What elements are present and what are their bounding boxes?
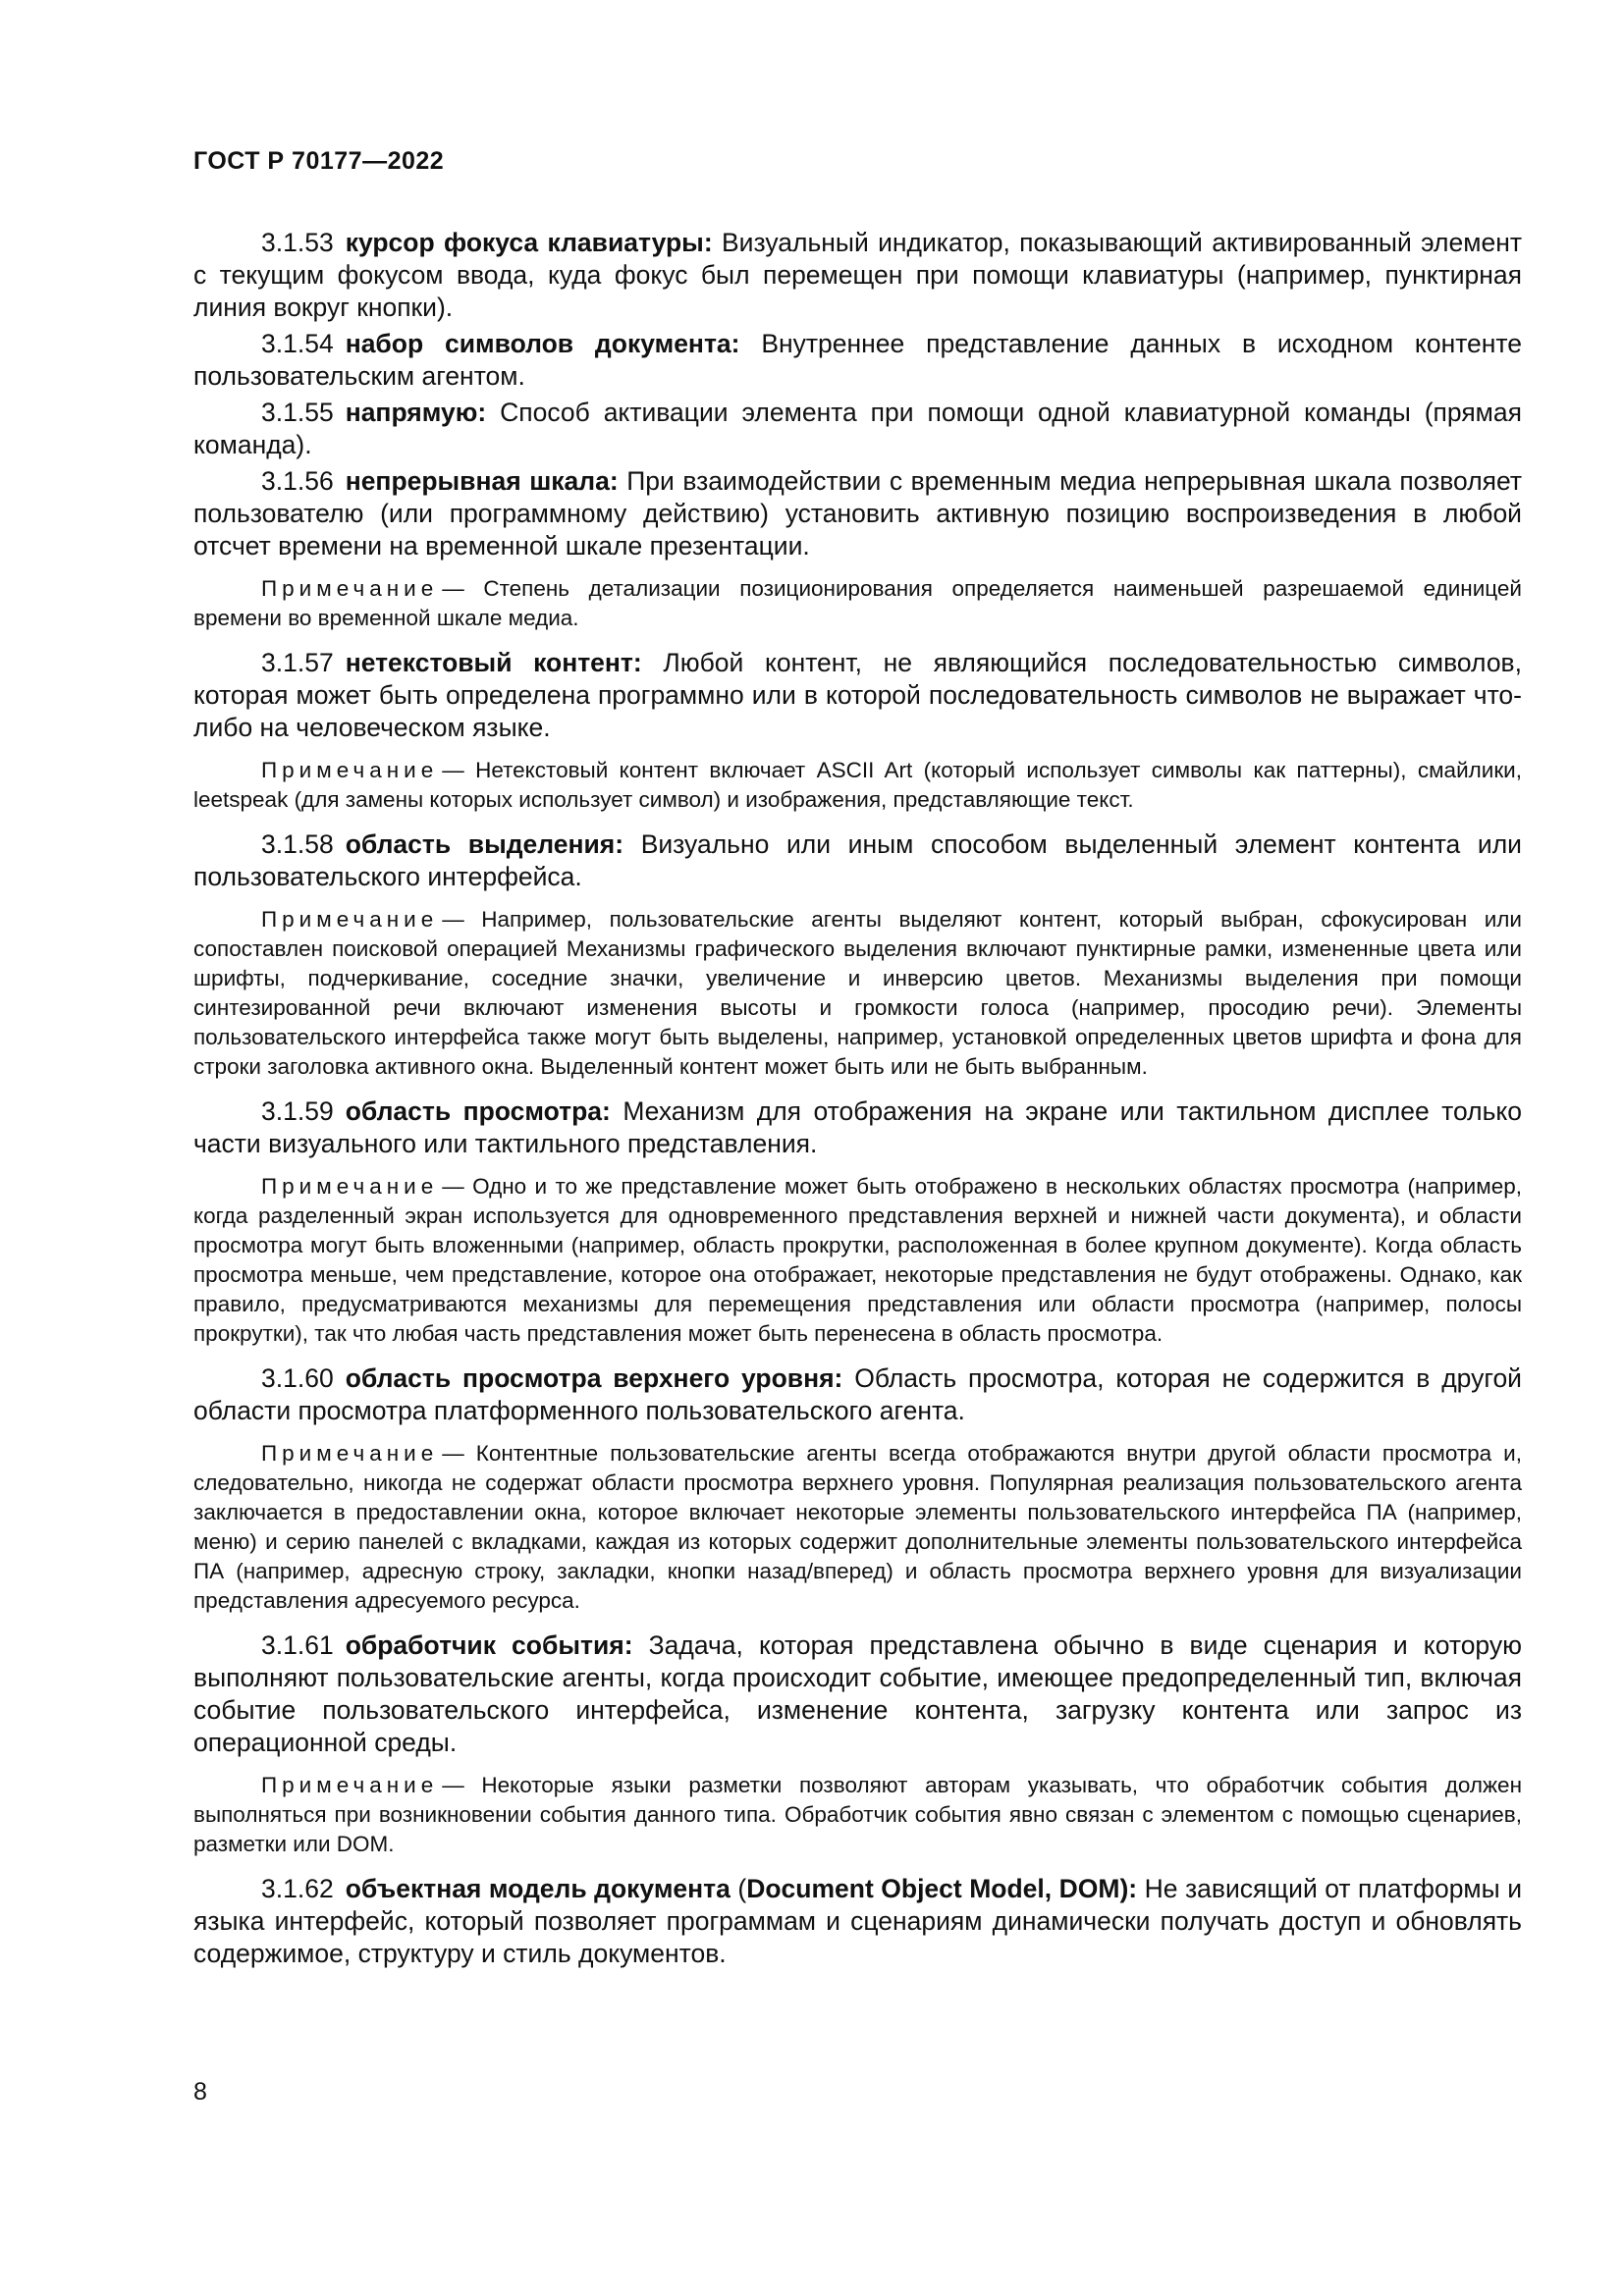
term-entry-3-1-54 bbox=[193, 328, 1522, 393]
term-title: непрерывная шкала: bbox=[345, 466, 619, 496]
term-entry-3-1-57 bbox=[193, 647, 1522, 744]
term-number: 3.1.55 bbox=[261, 398, 334, 427]
note-label: Примечание bbox=[261, 758, 439, 782]
term-title: область просмотра: bbox=[345, 1096, 611, 1126]
note-3-1-60 bbox=[193, 1439, 1522, 1616]
term-entry-3-1-58 bbox=[193, 828, 1522, 893]
term-definition: Задача, которая представлена обычно в виде сценария и которую выполняют пользовательские агенты, когда происходит событие, имеющее предопределенный тип, включая событие пользовательского интерфейса, изменение контента, загрузку контента или запрос из операционной среды. bbox=[193, 1630, 1523, 1757]
note-3-1-59 bbox=[193, 1172, 1522, 1349]
note-3-1-61 bbox=[193, 1771, 1522, 1859]
term-entry-3-1-55 bbox=[193, 397, 1522, 461]
term-definition: При взаимодействии с временным медиа непрерывная шкала позволяет пользователю (или программному действию) установить активную позицию воспроизведения в любой отсчет времени на временной шкале презентации. bbox=[193, 466, 1523, 561]
note-label: Примечание bbox=[261, 1773, 439, 1797]
note-label: Примечание bbox=[261, 576, 439, 601]
term-definition: Визуально или иным способом выделенный элемент контента или пользовательского интерфейса. bbox=[193, 829, 1522, 891]
term-entry-3-1-56 bbox=[193, 465, 1522, 562]
term-number: 3.1.59 bbox=[261, 1096, 334, 1126]
term-number: 3.1.61 bbox=[261, 1630, 334, 1660]
term-title: напрямую: bbox=[345, 398, 487, 427]
term-number: 3.1.60 bbox=[261, 1363, 334, 1393]
term-number: 3.1.57 bbox=[261, 648, 334, 677]
term-number: 3.1.62 bbox=[261, 1874, 334, 1903]
term-definition: Не зависящий от платформы и языка интерфейс, который позволяет программам и сценариям динамически получать доступ и обновлять содержимое, структуру и стиль документов. bbox=[193, 1874, 1522, 1968]
term-entry-3-1-62 bbox=[193, 1873, 1522, 1970]
note-label: Примечание bbox=[261, 1441, 439, 1466]
term-entry-3-1-59 bbox=[193, 1095, 1522, 1160]
term-title-english: Document Object Model, DOM): bbox=[746, 1874, 1138, 1903]
term-title: набор символов документа: bbox=[345, 329, 740, 358]
term-number: 3.1.58 bbox=[261, 829, 334, 859]
term-definition: Способ активации элемента при помощи одной клавиатурной команды (прямая команда). bbox=[193, 398, 1522, 459]
term-title: нетекстовый контент: bbox=[345, 648, 642, 677]
note-text: — Например, пользовательские агенты выделяют контент, который выбран, сфокусирован или сопоставлен поисковой операцией Механизмы графического выделения включают пунктирные рамки, измененные цвета или шрифты, подчеркивание, соседние значки, увеличение и инверсию цветов. Механизмы выделения при помощи синтезированной речи включают изменения высоты и громкости голоса (например, просодию речи). Элементы пользовательского интерфейса также могут быть выделены, например, установкой определенных цветов шрифта и фона для строки заголовка активного окна. Выделенный контент может быть или не быть выбранным. bbox=[193, 907, 1522, 1079]
note-label: Примечание bbox=[261, 1174, 439, 1199]
note-3-1-57 bbox=[193, 756, 1522, 815]
term-number: 3.1.53 bbox=[261, 228, 334, 257]
content-body bbox=[193, 227, 1522, 1974]
term-number: 3.1.54 bbox=[261, 329, 334, 358]
term-entry-3-1-61 bbox=[193, 1629, 1522, 1759]
note-text: — Некоторые языки разметки позволяют авторам указывать, что обработчик события должен выполняться при возникновении события данного типа. Обработчик события явно связан с элементом с помощью сценариев, разметки или DOM. bbox=[193, 1773, 1522, 1856]
page-number: 8 bbox=[193, 2078, 207, 2106]
term-definition: Внутреннее представление данных в исходном контенте пользовательским агентом. bbox=[193, 329, 1522, 391]
document-id-header: ГОСТ Р 70177—2022 bbox=[193, 147, 445, 175]
term-entry-3-1-53 bbox=[193, 227, 1522, 324]
term-definition: Визуальный индикатор, показывающий активированный элемент с текущим фокусом ввода, куда фокус был перемещен при помощи клавиатуры (например, пунктирная линия вокруг кнопки). bbox=[193, 228, 1522, 322]
term-title: область выделения: bbox=[345, 829, 624, 859]
term-definition: Область просмотра, которая не содержится в другой области просмотра платформенного пользовательского агента. bbox=[193, 1363, 1522, 1425]
term-definition: Любой контент, не являющийся последовательностью символов, которая может быть определена программно или в которой последовательность символов не выражает что-либо на человеческом языке. bbox=[193, 648, 1522, 742]
term-title: объектная модель документа bbox=[345, 1874, 731, 1903]
term-paren: ( bbox=[737, 1874, 747, 1903]
note-text: — Степень детализации позиционирования определяется наименьшей разрешаемой единицей времени во временной шкале медиа. bbox=[193, 576, 1522, 630]
note-text: — Одно и то же представление может быть отображено в нескольких областях просмотра (например, когда разделенный экран используется для одновременного представления верхней и нижней части документа), и области просмотра могут быть вложенными (например, область прокрутки, расположенная в более крупном документе). Когда область просмотра меньше, чем представление, которое она отображает, некоторые представления не будут отображены. Однако, как правило, предусматриваются механизмы для перемещения представления или области просмотра (например, полосы прокрутки), так что любая часть представления может быть перенесена в область просмотра. bbox=[193, 1174, 1522, 1346]
term-title: курсор фокуса клавиатуры: bbox=[345, 228, 713, 257]
term-title: область просмотра верхнего уровня: bbox=[345, 1363, 843, 1393]
note-3-1-56 bbox=[193, 574, 1522, 633]
term-definition: Механизм для отображения на экране или тактильном дисплее только части визуального или тактильного представления. bbox=[193, 1096, 1522, 1158]
note-3-1-58 bbox=[193, 905, 1522, 1082]
note-text: — Нетекстовый контент включает ASCII Art (который использует символы как паттерны), смайлики, leetspeak (для замены которых использует символ) и изображения, представляющие текст. bbox=[193, 758, 1522, 812]
note-label: Примечание bbox=[261, 907, 439, 932]
term-title: обработчик события: bbox=[345, 1630, 633, 1660]
term-entry-3-1-60 bbox=[193, 1362, 1522, 1427]
term-number: 3.1.56 bbox=[261, 466, 334, 496]
note-text: — Контентные пользовательские агенты всегда отображаются внутри другой области просмотра и, следовательно, никогда не содержат области просмотра верхнего уровня. Популярная реализация пользовательского агента заключается в предоставлении окна, которое включает некоторые элементы пользовательского интерфейса ПА (например, меню) и серию панелей с вкладками, каждая из которых содержит дополнительные элементы пользовательского интерфейса ПА (например, адресную строку, закладки, кнопки назад/вперед) и область просмотра верхнего уровня для визуализации представления адресуемого ресурса. bbox=[193, 1441, 1522, 1613]
